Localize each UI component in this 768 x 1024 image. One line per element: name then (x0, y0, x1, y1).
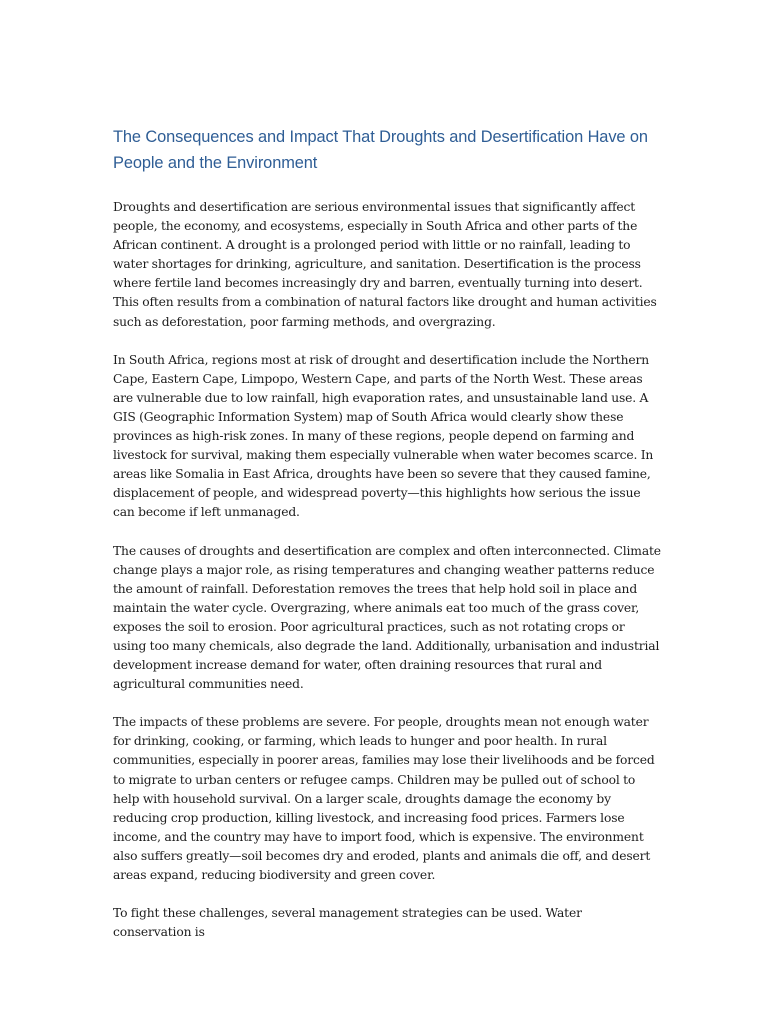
paragraph-causes: The causes of droughts and desertification are complex and often interconnected. Climate change plays a major role, as rising temperatures and changing weather patterns reduce the amount of rainfall. Deforestation removes the trees that help hold soil in place and maintain the water cycle. Overgrazing, where animals eat too much of the grass cover, exposes the soil to erosion. Poor agricultural practices, such as not rotating crops or using too many chemicals, also degrade the land. Additionally, urbanisation and industrial development increase demand for water, often draining resources that rural and agricultural communities need. (113, 543, 661, 692)
paragraph-regions-at-risk: In South Africa, regions most at risk of drought and desertification include the Northern Cape, Eastern Cape, Limpopo, Western Cape, and parts of the North West. These areas are vulnerable due to low rainfall, high evaporation rates, and unsustainable land use. A GIS (Geographic Information System) map of South Africa would clearly show these provinces as high-risk zones. In many of these regions, people depend on farming and livestock for survival, making them especially vulnerable when water becomes scarce. In areas like Somalia in East Africa, droughts have been so severe that they caused famine, displacement of people, and widespread poverty—this highlights how serious the issue can become if left unmanaged. (113, 352, 654, 520)
paragraph-impacts: The impacts of these problems are severe. For people, droughts mean not enough water for drinking, cooking, or farming, which leads to hunger and poor health. In rural communities, especially in poorer areas, families may lose their livelihoods and be forced to migrate to urban centers or refugee camps. Children may be pulled out of school to help with household survival. On a larger scale, droughts damage the economy by reducing crop production, killing livestock, and increasing food prices. Farmers lose income, and the country may have to import food, which is expensive. The environment also suffers greatly—soil becomes dry and eroded, plants and animals die off, and desert areas expand, reducing biodiversity and green cover. (113, 715, 655, 882)
paragraph-introduction: Droughts and desertification are serious environmental issues that significantly affect people, the economy, and ecosystems, especially in South Africa and other parts of the African continent. A drought is a prolonged period with little or no rainfall, leading to water shortages for drinking, agriculture, and sanitation. Desertification is the process where fertile land becomes increasingly dry and barren, eventually turning into desert. This often results from a combination of natural factors like drought and human activities such as deforestation, poor farming methods, and overgrazing. (113, 200, 657, 329)
document-title: The Consequences and Impact That Droughts and Desertification Have on People and the Environment (113, 128, 648, 172)
paragraph-management-strategies: To fight these challenges, several management strategies can be used. Water conservation is (113, 906, 582, 940)
document-body (113, 124, 661, 961)
